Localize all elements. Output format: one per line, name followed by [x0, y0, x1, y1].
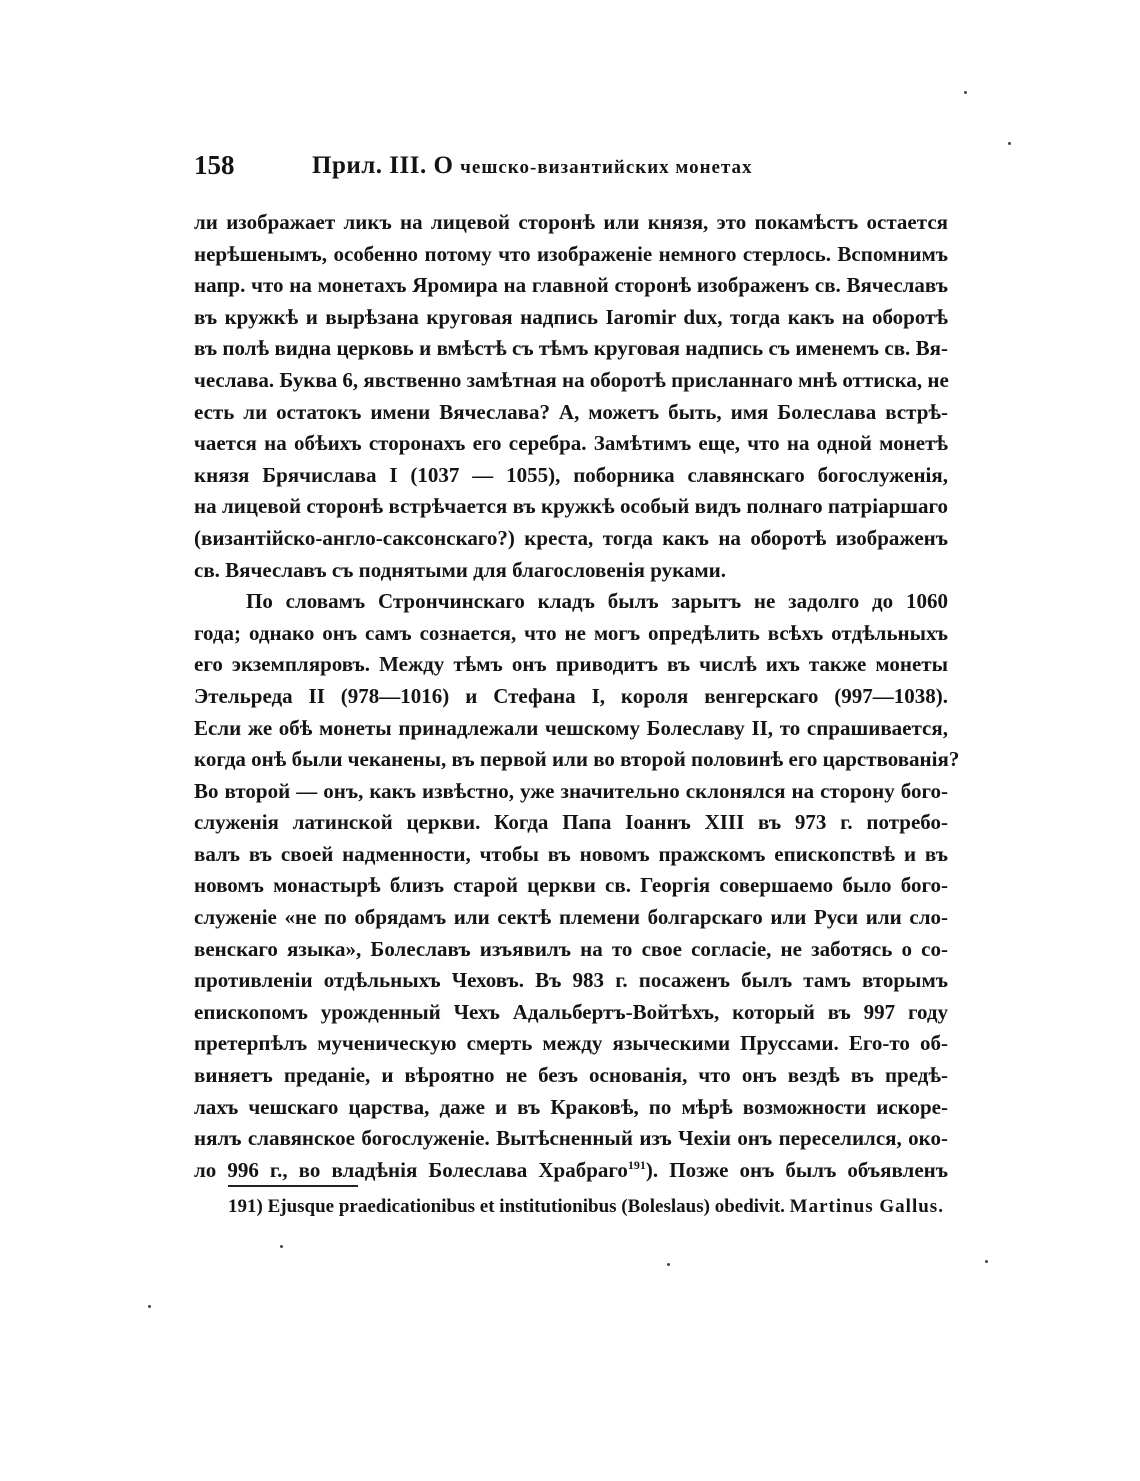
footnote-number: 191) [228, 1196, 263, 1217]
page-number: 158 [194, 150, 235, 180]
text-line: св. Вячеславъ съ поднятыми для благословенія руками. [194, 557, 727, 582]
scan-speck [667, 1263, 670, 1266]
text-line: Во второй — онъ, какъ извѣстно, уже значительно склонялся на сторону бого- [194, 778, 948, 803]
text-line: венскаго языка», Болеславъ изъявилъ на то свое согласіе, не заботясь о со- [194, 936, 948, 961]
footnote-reference: 191 [627, 1157, 646, 1172]
text-line: Этельреда II (978—1016) и Стефана I, короля венгерскаго (997—1038). [194, 683, 948, 708]
text-line: въ полѣ видна церковь и вмѣстѣ съ тѣмъ круговая надпись съ именемъ св. Вя- [194, 336, 948, 361]
text-line: напр. что на монетахъ Яромира на главной сторонѣ изображенъ св. Вячеславъ [194, 273, 948, 298]
text-line: По словамъ Стрончинскаго кладъ былъ зарытъ не задолго до 1060 [246, 589, 948, 614]
text-line: лахъ чешскаго царства, даже и въ Краковѣ, по мѣрѣ возможности искоре- [194, 1094, 948, 1119]
running-head [312, 152, 753, 180]
text-line: валъ въ своей надменности, чтобы въ новомъ пражскомъ епископствѣ и въ [194, 841, 948, 866]
text-line: претерпѣлъ мученическую смерть между языческими Пруссами. Его-то об- [194, 1031, 948, 1056]
footnote [228, 1192, 950, 1222]
body-text [194, 207, 960, 1186]
page-header [194, 150, 954, 190]
text-line: новомъ монастырѣ близъ старой церкви св. Георгія совершаемо было бого- [194, 873, 948, 898]
text-line: служенія латинской церкви. Когда Папа Іоаннъ XIII въ 973 г. потребо- [194, 810, 948, 835]
footnote-rule [228, 1185, 358, 1187]
text-after-ref: ). Позже онъ былъ объявленъ [645, 1157, 948, 1182]
text-line: когда онѣ были чеканены, въ первой или во второй половинѣ его царствованія? [194, 747, 960, 772]
text-line: его экземпляровъ. Между тѣмъ онъ приводитъ въ числѣ ихъ также монеты [194, 652, 948, 677]
footnote-author: Martinus Gallus. [789, 1196, 944, 1217]
footnote-text: Ejusque praedicationibus et institutionibus (Boleslaus) obedivit. [267, 1196, 785, 1217]
text-line: года; однако онъ самъ сознается, что не могъ опредѣлить всѣхъ отдѣльныхъ [194, 620, 948, 645]
text-line: чеслава. Буква 6, явственно замѣтная на оборотѣ присланнаго мнѣ оттиска, не [194, 367, 949, 392]
scan-speck [985, 1260, 988, 1263]
text-line: есть ли остатокъ имени Вячеслава? А, можетъ быть, имя Болеслава встрѣ- [194, 399, 948, 424]
text-line: служеніе «не по обрядамъ или сектѣ племени болгарскаго или Руси или сло- [194, 905, 948, 930]
scan-speck [148, 1305, 151, 1308]
text-line: противленіи отдѣльныхъ Чеховъ. Въ 983 г. посаженъ былъ тамъ вторымъ [194, 968, 948, 993]
text-line-last [194, 1155, 948, 1187]
text-line: ли изображает ликъ на лицевой сторонѣ или князя, это покамѣстъ остается [194, 210, 948, 234]
text-before-ref: ло 996 г., во владѣнія Болеслава Храбраго [194, 1157, 628, 1182]
running-head-main: Прил. III. О [312, 152, 454, 179]
text-line: епископомъ урожденный Чехъ Адальбертъ-Войтѣхъ, который въ 997 году [194, 999, 948, 1024]
text-line: (византійско-англо-саксонскаго?) креста, тогда какъ на оборотѣ изображенъ [194, 525, 948, 550]
text-line: нялъ славянское богослуженіе. Вытѣсненный изъ Чехіи онъ переселился, око- [194, 1126, 948, 1151]
text-line: виняетъ преданіе, и вѣроятно не безъ основанія, что онъ вездѣ въ предѣ- [194, 1063, 948, 1088]
text-line: нерѣшенымъ, особенно потому что изображеніе немного стерлось. Вспомнимъ [194, 241, 948, 266]
text-line: чается на обѣихъ сторонахъ его серебра. Замѣтимъ еще, что на одной монетѣ [194, 431, 948, 456]
running-head-smallcaps: чешско-византийских монетах [460, 157, 753, 178]
scan-speck [964, 91, 967, 94]
scan-speck [1008, 142, 1011, 145]
text-line: на лицевой сторонѣ встрѣчается въ кружкѣ особый видъ полнаго патріаршаго [194, 494, 948, 519]
text-line: Если же обѣ монеты принадлежали чешскому Болеславу II, то спрашивается, [194, 715, 948, 740]
scan-speck [280, 1245, 283, 1248]
text-line: въ кружкѣ и вырѣзана круговая надпись Iaromir dux, тогда какъ на оборотѣ [194, 304, 948, 329]
text-line: князя Брячислава I (1037 — 1055), поборника славянскаго богослуженія, [194, 462, 948, 487]
